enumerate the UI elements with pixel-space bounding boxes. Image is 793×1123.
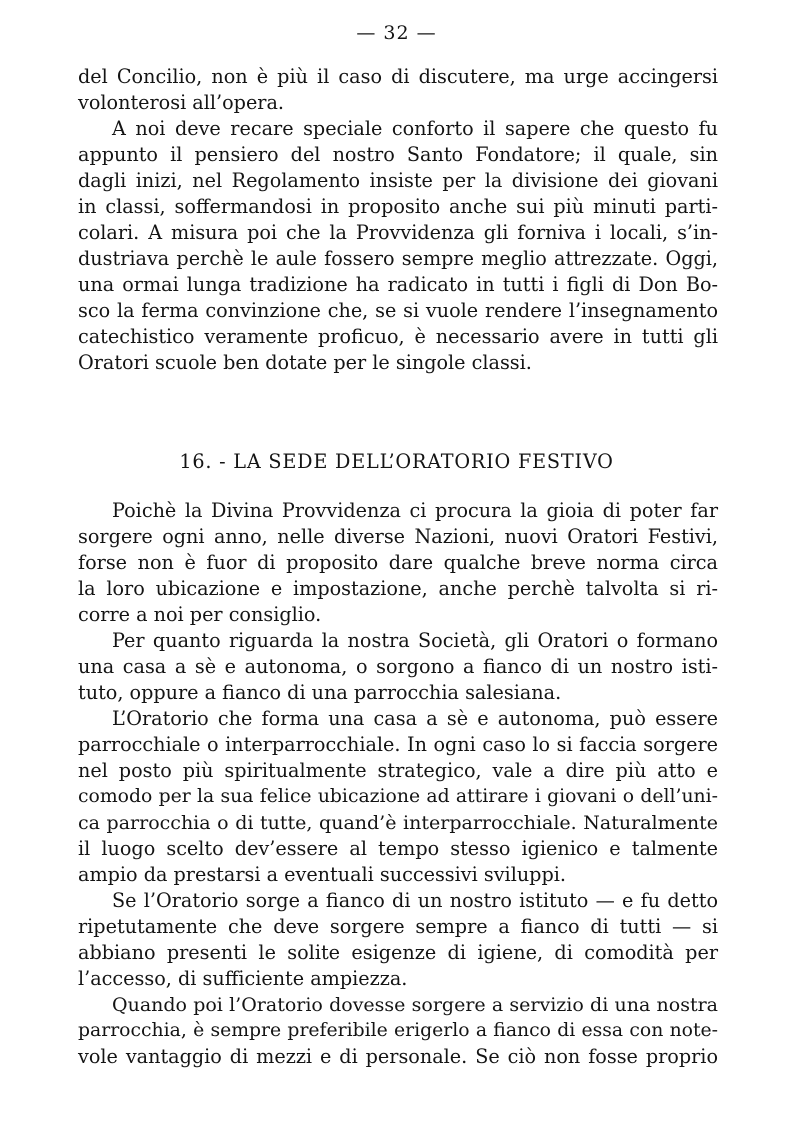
body-text-top (78, 64, 718, 376)
text-line: sorgere ogni anno, nelle diverse Nazioni, nuovi Oratori Festivi, (78, 525, 718, 548)
paragraph (78, 116, 718, 376)
text-line: l’accesso, di sufficiente ampiezza. (78, 967, 408, 990)
text-line: Oratori scuole ben dotate per le singole classi. (78, 351, 532, 374)
text-line: A noi deve recare speciale conforto il sapere che questo fu (112, 117, 718, 140)
text-line: comodo per la sua felice ubicazione ad attirare i giovani o dell’uni- (78, 786, 718, 807)
paragraph (78, 64, 718, 116)
text-line: colari. A misura poi che la Provvidenza gli forniva i locali, s’in- (78, 221, 718, 244)
text-line: ampio da prestarsi a eventuali successivi sviluppi. (78, 863, 566, 886)
text-line: Se l’Oratorio sorge a fianco di un nostro istituto — e fu detto (112, 889, 718, 912)
text-line: dustriava perchè le aule fossero sempre meglio attrezzate. Oggi, (78, 247, 718, 270)
text-line: ripetutamente che deve sorgere sempre a fianco di tutti — si (78, 915, 718, 938)
paragraph (78, 498, 718, 628)
body-text-bottom (78, 498, 718, 1070)
text-line: nel posto più spiritualmente strategico, vale a dire più atto e (78, 759, 718, 782)
text-line: appunto il pensiero del nostro Santo Fondatore; il quale, sin (78, 143, 718, 166)
text-line: la loro ubicazione e impostazione, anche perchè talvolta si ri- (78, 577, 718, 600)
text-line: Per quanto riguarda la nostra Società, gli Oratori o formano (112, 629, 718, 652)
text-line: forse non è fuor di proposito dare qualche breve norma circa (78, 551, 718, 574)
paragraph (78, 706, 718, 888)
paragraph (78, 992, 718, 1070)
paragraph (78, 628, 718, 706)
text-line: abbiano presenti le solite esigenze di igiene, di comodità per (78, 941, 718, 964)
text-line: una ormai lunga tradizione ha radicato in tutti i figli di Don Bo- (78, 273, 718, 296)
page-number: — 32 — (356, 22, 437, 44)
text-line: Poichè la Divina Provvidenza ci procura la gioia di poter far (112, 499, 718, 522)
section-heading: 16. - LA SEDE DELL’ORATORIO FESTIVO (179, 450, 614, 473)
text-line: del Concilio, non è più il caso di discutere, ma urge accingersi (78, 65, 718, 88)
text-line: corre a noi per consiglio. (78, 603, 322, 626)
text-line: il luogo scelto dev’essere al tempo stesso igienico e talmente (78, 837, 718, 860)
text-line: L’Oratorio che forma una casa a sè e autonoma, può essere (112, 707, 718, 730)
text-line: sco la ferma convinzione che, se si vuole rendere l’insegnamento (78, 299, 718, 322)
text-line: ca parrocchia o di tutte, quand’è interparrocchiale. Naturalmente (78, 812, 718, 834)
text-line: catechistico veramente proficuo, è necessario avere in tutti gli (78, 325, 718, 348)
text-line: dagli inizi, nel Regolamento insiste per la divisione dei giovani (78, 169, 718, 192)
text-line: vole vantaggio di mezzi e di personale. Se ciò non fosse proprio (78, 1045, 718, 1068)
text-line: parrocchiale o interparrocchiale. In ogni caso lo si faccia sorgere (78, 733, 718, 756)
text-line: tuto, oppure a fianco di una parrocchia salesiana. (78, 681, 562, 704)
text-line: una casa a sè e autonoma, o sorgono a fianco di un nostro isti- (78, 655, 718, 678)
text-line: parrocchia, è sempre preferibile erigerlo a fianco di essa con note- (78, 1020, 718, 1041)
text-line: Quando poi l’Oratorio dovesse sorgere a servizio di una nostra (112, 994, 718, 1016)
text-line: in classi, soffermandosi in proposito anche sui più minuti parti- (78, 195, 718, 218)
paragraph (78, 888, 718, 992)
text-line: volonterosi all’opera. (78, 91, 285, 114)
